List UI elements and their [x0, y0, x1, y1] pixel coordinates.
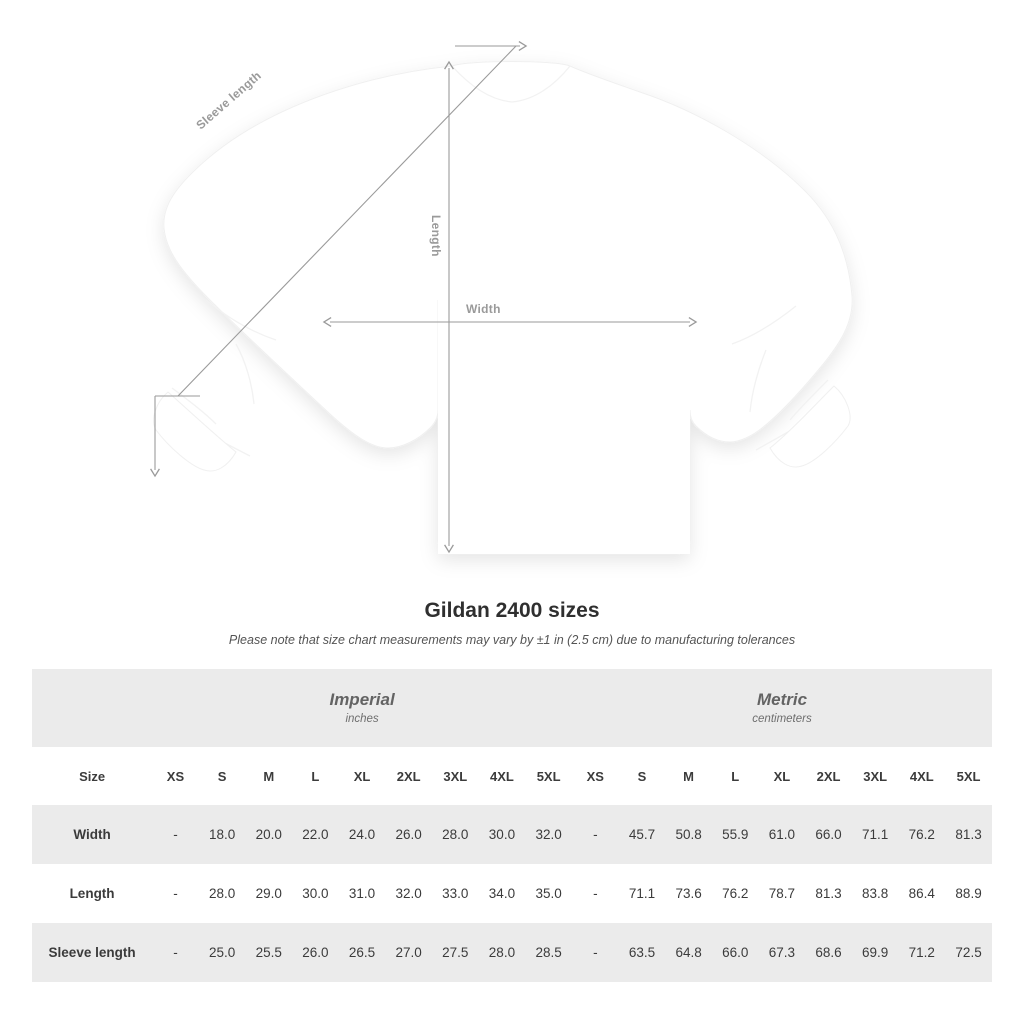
- sleeve-imperial-xl: 26.5: [339, 923, 386, 982]
- length-imperial-xs: -: [152, 864, 199, 923]
- unit-sub-metric: centimeters: [752, 712, 812, 725]
- table-row: [32, 923, 992, 982]
- sleeve-imperial-2xl: 27.0: [385, 923, 432, 982]
- length-imperial-2xl: 32.0: [385, 864, 432, 923]
- width-imperial-2xl: 26.0: [385, 805, 432, 864]
- unit-header-spacer: [32, 669, 152, 747]
- sleeve-imperial-s: 25.0: [199, 923, 246, 982]
- sleeve-imperial-xs: -: [152, 923, 199, 982]
- size-header-imperial-xl: XL: [339, 747, 386, 805]
- size-header-metric-3xl: 3XL: [852, 747, 899, 805]
- size-header-metric-4xl: 4XL: [898, 747, 945, 805]
- width-imperial-xs: -: [152, 805, 199, 864]
- table-row: [32, 805, 992, 864]
- width-metric-4xl: 76.2: [898, 805, 945, 864]
- width-metric-s: 45.7: [619, 805, 666, 864]
- width-imperial-5xl: 32.0: [525, 805, 572, 864]
- size-chart-table: [32, 669, 992, 982]
- length-metric-2xl: 81.3: [805, 864, 852, 923]
- length-imperial-3xl: 33.0: [432, 864, 479, 923]
- sleeve-metric-5xl: 72.5: [945, 923, 992, 982]
- width-metric-xs: -: [572, 805, 619, 864]
- length-imperial-xl: 31.0: [339, 864, 386, 923]
- width-metric-xl: 61.0: [759, 805, 806, 864]
- sleeve-metric-xs: -: [572, 923, 619, 982]
- size-header-imperial-s: S: [199, 747, 246, 805]
- sleeve-metric-s: 63.5: [619, 923, 666, 982]
- size-header-metric-2xl: 2XL: [805, 747, 852, 805]
- tolerance-note: Please note that size chart measurements may vary by ±1 in (2.5 cm) due to manufacturing tolerances: [228, 633, 796, 647]
- length-imperial-l: 30.0: [292, 864, 339, 923]
- width-label: Width: [466, 302, 501, 316]
- width-imperial-m: 20.0: [245, 805, 292, 864]
- unit-header-imperial: [152, 669, 572, 747]
- width-imperial-3xl: 28.0: [432, 805, 479, 864]
- garment-shape: [164, 62, 852, 555]
- size-header-imperial-xs: XS: [152, 747, 199, 805]
- sleeve-imperial-3xl: 27.5: [432, 923, 479, 982]
- length-imperial-s: 28.0: [199, 864, 246, 923]
- title-block: [0, 599, 1024, 647]
- sleeve-imperial-m: 25.5: [245, 923, 292, 982]
- length-imperial-5xl: 35.0: [525, 864, 572, 923]
- table-row: [32, 864, 992, 923]
- length-metric-xl: 78.7: [759, 864, 806, 923]
- size-column-label: Size: [32, 747, 152, 805]
- width-metric-m: 50.8: [665, 805, 712, 864]
- size-header-row: [32, 747, 992, 805]
- sleeve-metric-3xl: 69.9: [852, 923, 899, 982]
- length-metric-xs: -: [572, 864, 619, 923]
- width-imperial-s: 18.0: [199, 805, 246, 864]
- row-label-length: Length: [32, 864, 152, 923]
- sleeve-imperial-l: 26.0: [292, 923, 339, 982]
- size-header-metric-m: M: [665, 747, 712, 805]
- sleeve-length-label: Sleeve length: [193, 68, 264, 133]
- row-label-width: Width: [32, 805, 152, 864]
- sleeve-imperial-4xl: 28.0: [479, 923, 526, 982]
- size-header-imperial-5xl: 5XL: [525, 747, 572, 805]
- length-metric-s: 71.1: [619, 864, 666, 923]
- width-imperial-4xl: 30.0: [479, 805, 526, 864]
- size-header-imperial-l: L: [292, 747, 339, 805]
- width-imperial-l: 22.0: [292, 805, 339, 864]
- sleeve-metric-l: 66.0: [712, 923, 759, 982]
- size-table-wrapper: [32, 669, 992, 982]
- sleeve-metric-2xl: 68.6: [805, 923, 852, 982]
- width-metric-2xl: 66.0: [805, 805, 852, 864]
- length-label: Length: [429, 215, 443, 257]
- unit-header-metric: [572, 669, 992, 747]
- unit-name-imperial: Imperial: [329, 690, 395, 710]
- width-metric-3xl: 71.1: [852, 805, 899, 864]
- unit-name-metric: Metric: [756, 690, 808, 710]
- width-metric-l: 55.9: [712, 805, 759, 864]
- size-header-imperial-3xl: 3XL: [432, 747, 479, 805]
- size-header-metric-s: S: [619, 747, 666, 805]
- size-header-metric-xs: XS: [572, 747, 619, 805]
- unit-header-row: [32, 669, 992, 747]
- length-imperial-m: 29.0: [245, 864, 292, 923]
- length-imperial-4xl: 34.0: [479, 864, 526, 923]
- row-label-sleeve-length: Sleeve length: [32, 923, 152, 982]
- size-header-metric-l: L: [712, 747, 759, 805]
- size-header-imperial-4xl: 4XL: [479, 747, 526, 805]
- width-imperial-xl: 24.0: [339, 805, 386, 864]
- sleeve-metric-xl: 67.3: [759, 923, 806, 982]
- unit-sub-imperial: inches: [345, 712, 379, 725]
- page-title: Gildan 2400 sizes: [424, 599, 600, 622]
- length-metric-l: 76.2: [712, 864, 759, 923]
- length-metric-5xl: 88.9: [945, 864, 992, 923]
- size-header-metric-xl: XL: [759, 747, 806, 805]
- size-header-imperial-m: M: [245, 747, 292, 805]
- length-metric-4xl: 86.4: [898, 864, 945, 923]
- size-header-imperial-2xl: 2XL: [385, 747, 432, 805]
- sleeve-metric-m: 64.8: [665, 923, 712, 982]
- sleeve-imperial-5xl: 28.5: [525, 923, 572, 982]
- size-header-metric-5xl: 5XL: [945, 747, 992, 805]
- length-metric-m: 73.6: [665, 864, 712, 923]
- width-metric-5xl: 81.3: [945, 805, 992, 864]
- sleeve-metric-4xl: 71.2: [898, 923, 945, 982]
- length-metric-3xl: 83.8: [852, 864, 899, 923]
